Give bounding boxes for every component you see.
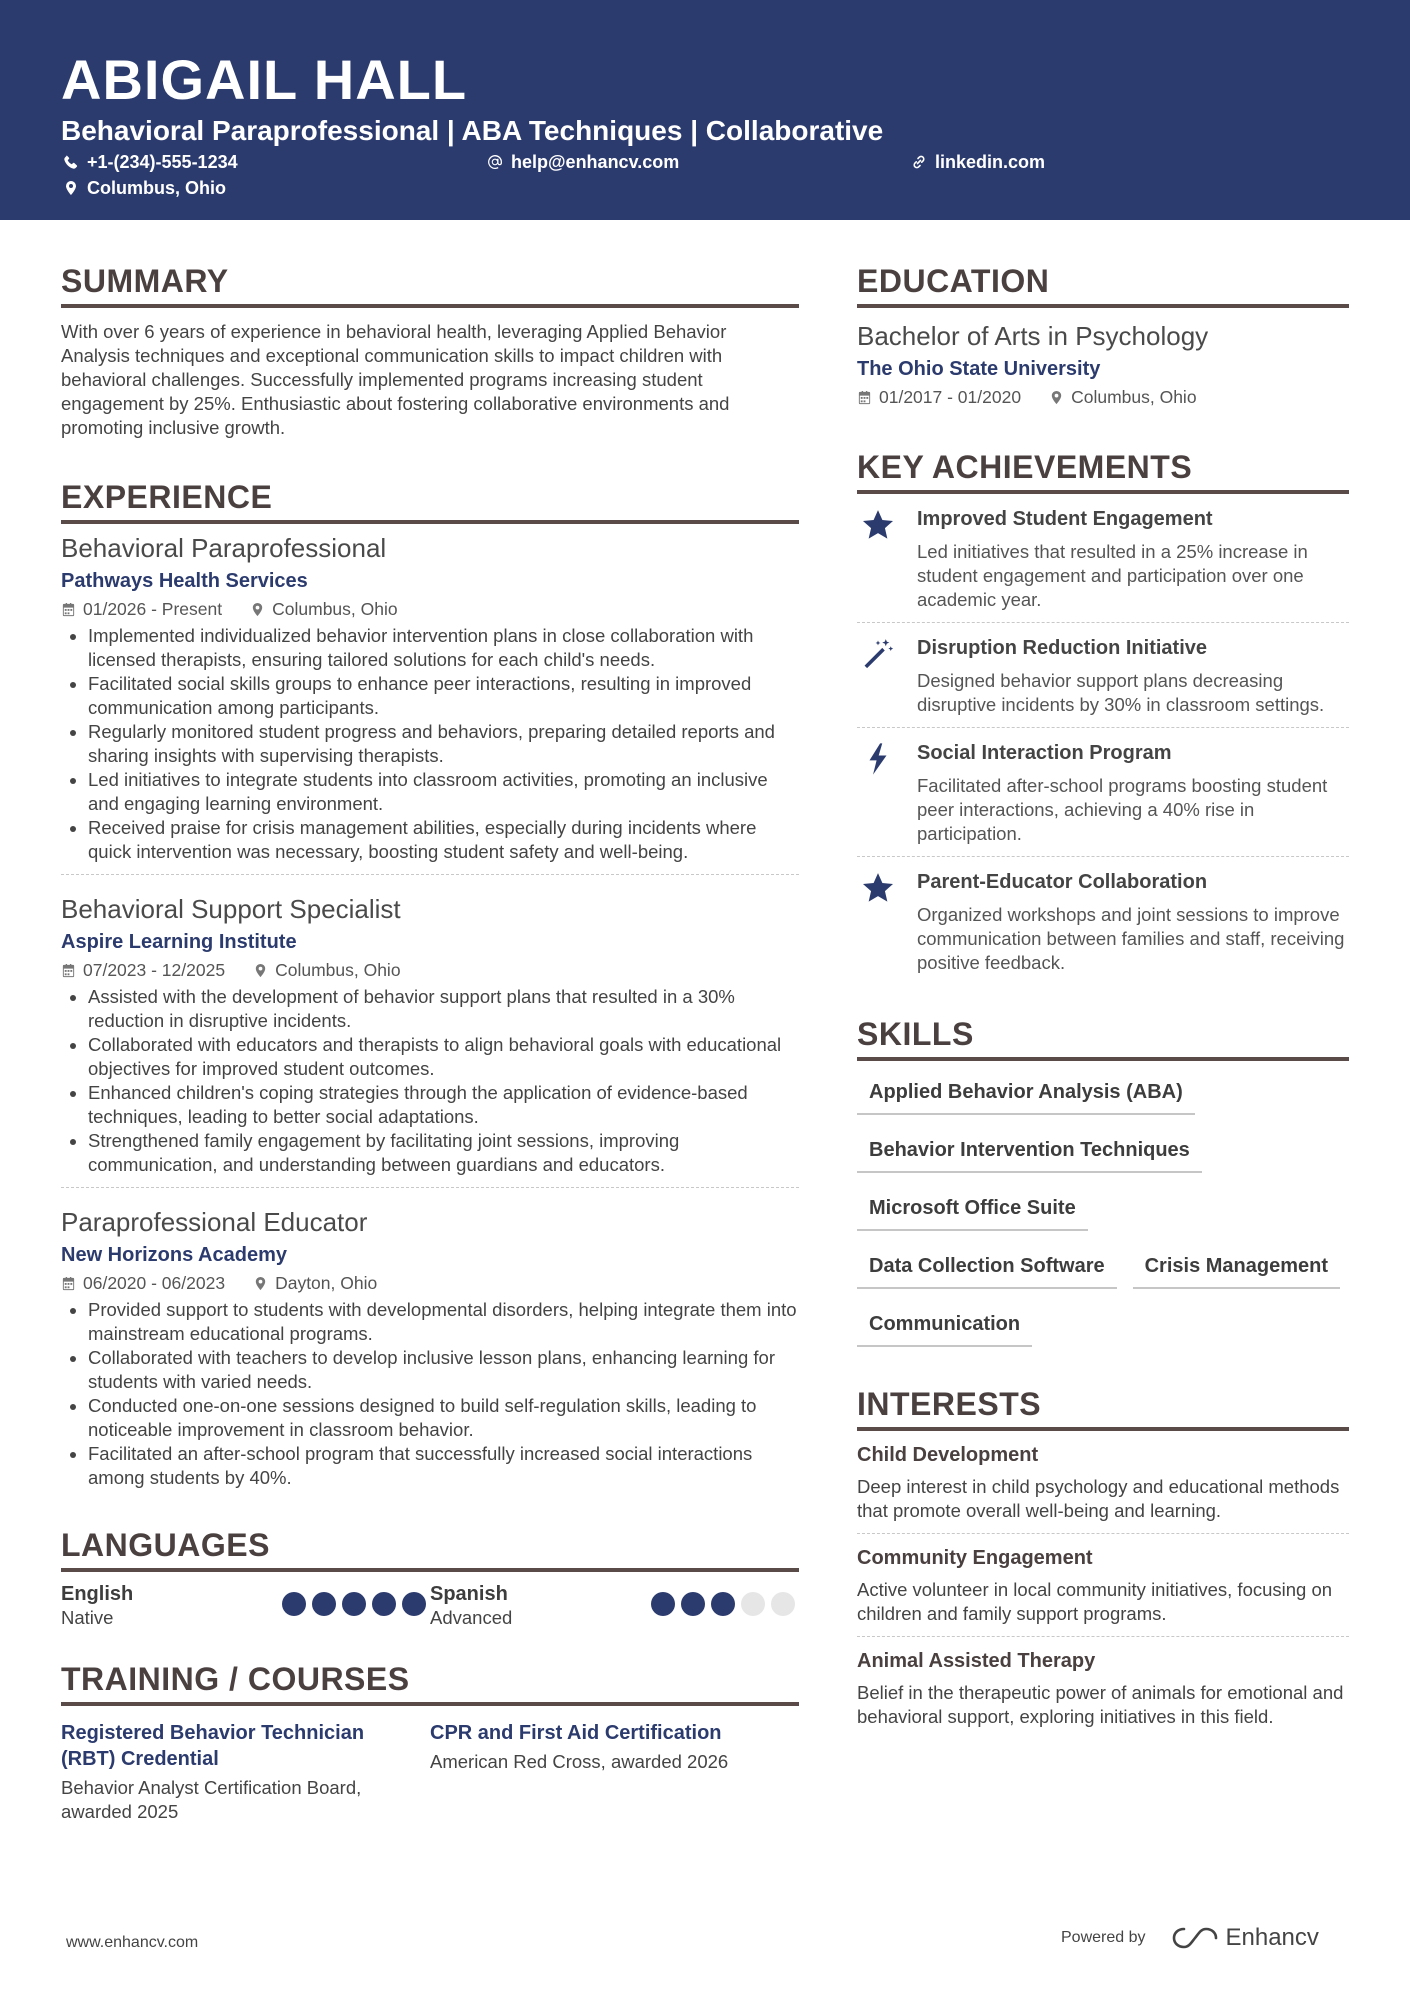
phone-icon [63,154,79,170]
calendar-icon [61,963,76,978]
achievement-item [857,622,1349,727]
achievements-heading: KEY ACHIEVEMENTS [857,446,1349,494]
contact-email[interactable] [487,151,679,173]
bullet-item: • Received praise for crisis management abilities, especially during incidents where quick intervention was necessary, boosting student safety and well-being. [88,816,799,864]
job-bullets [61,1298,799,1490]
bullet-item: • Implemented individualized behavior intervention plans in close collaboration with licensed therapists, ensuring tailored solutions for each child's needs. [88,624,799,672]
languages-heading: LANGUAGES [61,1524,799,1572]
school-name: The Ohio State University [857,358,1101,380]
rating-dot-empty [741,1592,765,1616]
bullet-item: • Facilitated an after-school program that successfully increased social interactions among students by 40%. [88,1442,799,1490]
languages-section [61,1524,799,1630]
achievement-desc: Designed behavior support plans decreasing disruptive incidents by 30% in classroom settings. [917,670,1325,715]
summary-heading: SUMMARY [61,260,799,308]
achievements-section [857,446,1349,985]
interests-heading: INTERESTS [857,1383,1349,1431]
course-item [61,1720,430,1824]
calendar-icon [857,390,872,405]
rating-dot-filled [282,1592,306,1616]
bullet-item: • Facilitated social skills groups to enhance peer interactions, resulting in improved communication among participants. [88,672,799,720]
achievement-desc: Facilitated after-school programs boosting student peer interactions, achieving a 40% rise in participation. [917,775,1328,844]
job-title: Paraprofessional Educator [61,1207,368,1237]
job-meta [61,959,799,981]
job-dates: 01/2026 - Present [83,599,223,619]
skill-tag: Applied Behavior Analysis (ABA) [857,1079,1195,1115]
summary-section [61,260,799,440]
star-icon [861,508,895,542]
location-pin-icon [1049,390,1064,405]
brand-name: Enhancv [1225,1924,1319,1951]
skill-tag: Microsoft Office Suite [857,1195,1088,1231]
job-location: Dayton, Ohio [275,1273,378,1293]
job-title: Behavioral Paraprofessional [61,533,387,563]
language-level: Advanced [430,1607,513,1628]
language-level: Native [61,1607,114,1628]
interest-title: Child Development [857,1444,1039,1466]
interest-item [857,1636,1349,1739]
job-meta [61,598,799,620]
bullet-item: • Collaborated with educators and therapists to align behavioral goals with educational objectives for improved student outcomes. [88,1033,799,1081]
language-rating [651,1592,795,1630]
powered-by-label: Powered by [1061,1929,1146,1946]
skill-tag: Data Collection Software [857,1253,1117,1289]
course-title: Registered Behavior Technician (RBT) Credential [61,1722,365,1770]
bullet-item: • Collaborated with teachers to develop inclusive lesson plans, enhancing learning for students with varied needs. [88,1346,799,1394]
interest-desc: Belief in the therapeutic power of animals for emotional and behavioral support, exploring initiatives in this field. [857,1682,1344,1727]
rating-dot-filled [651,1592,675,1616]
brand-logo[interactable] [1172,1924,1319,1952]
education-section [857,260,1349,408]
interest-desc: Active volunteer in local community initiatives, focusing on children and family support programs. [857,1579,1333,1624]
company-name: New Horizons Academy [61,1244,287,1266]
company-name: Pathways Health Services [61,570,308,592]
job-dates: 06/2020 - 06/2023 [83,1273,226,1293]
interest-item [857,1431,1349,1533]
language-rating [282,1592,426,1630]
achievement-title: Parent-Educator Collaboration [917,871,1208,893]
training-heading: TRAINING / COURSES [61,1658,799,1706]
job-title: Behavioral Support Specialist [61,894,401,924]
location-text: Columbus, Ohio [87,178,226,198]
experience-section [61,476,799,1500]
footer-branding [1061,1924,1319,1952]
bullet-item: • Regularly monitored student progress and behaviors, preparing detailed reports and sharing insights with supervising therapists. [88,720,799,768]
achievement-item [857,727,1349,856]
job-entry [61,532,799,874]
star-icon [861,871,895,905]
skills-section [857,1013,1349,1347]
course-desc: Behavior Analyst Certification Board, awarded 2025 [61,1777,362,1822]
email-text: help@enhancv.com [511,152,680,172]
summary-text: With over 6 years of experience in behavioral health, leveraging Applied Behavior Analysis techniques and exceptional communication skills to impact children with behavioral challenges. Successfully implemented programs increasing student engagement by 25%. Enthusiastic about fostering collaborative environments and promoting inclusive growth. [61,321,730,438]
enhancv-logo-icon [1172,1925,1218,1951]
course-desc: American Red Cross, awarded 2026 [430,1751,729,1772]
bullet-item: • Led initiatives to integrate students into classroom activities, promoting an inclusive and engaging learning environment. [88,768,799,816]
achievement-title: Disruption Reduction Initiative [917,637,1208,659]
bullet-item: • Provided support to students with developmental disorders, helping integrate them into mainstream educational programs. [88,1298,799,1346]
location-pin-icon [253,963,268,978]
bullet-item: • Conducted one-on-one sessions designed to build self-regulation skills, leading to noticeable improvement in classroom behavior. [88,1394,799,1442]
training-section [61,1658,799,1824]
language-name: Spanish [430,1583,508,1605]
job-location: Columbus, Ohio [275,960,401,980]
interests-section [857,1383,1349,1739]
skill-tag: Crisis Management [1133,1253,1340,1289]
rating-dot-filled [372,1592,396,1616]
degree: Bachelor of Arts in Psychology [857,321,1209,351]
candidate-name: ABIGAIL HALL [61,48,468,111]
rating-dot-filled [711,1592,735,1616]
magic-wand-icon [861,637,895,671]
education-location: Columbus, Ohio [1071,387,1197,407]
contact-linkedin[interactable] [911,151,1045,173]
rating-dot-filled [681,1592,705,1616]
achievement-desc: Organized workshops and joint sessions to improve communication between families and staff, receiving positive feedback. [917,904,1345,973]
right-column [857,260,1349,1739]
language-item [430,1582,799,1630]
calendar-icon [61,1276,76,1291]
education-heading: EDUCATION [857,260,1349,308]
rating-dot-empty [771,1592,795,1616]
experience-heading: EXPERIENCE [61,476,799,524]
company-name: Aspire Learning Institute [61,931,297,953]
contact-phone[interactable] [63,151,238,173]
rating-dot-filled [402,1592,426,1616]
job-bullets [61,985,799,1177]
resume-header [0,0,1410,220]
achievement-title: Improved Student Engagement [917,508,1213,530]
interest-title: Community Engagement [857,1547,1093,1569]
skill-tag: Behavior Intervention Techniques [857,1137,1202,1173]
course-title: CPR and First Aid Certification [430,1722,722,1744]
bullet-item: • Strengthened family engagement by facilitating joint sessions, improving communication, and understanding between guardians and educators. [88,1129,799,1177]
interest-item [857,1533,1349,1636]
location-pin-icon [63,180,79,196]
at-icon [487,154,503,170]
job-dates: 07/2023 - 12/2025 [83,960,226,980]
job-bullets [61,624,799,864]
location-pin-icon [250,602,265,617]
location-pin-icon [253,1276,268,1291]
education-meta [857,386,1349,408]
job-location: Columbus, Ohio [272,599,398,619]
achievement-item [857,494,1349,622]
course-item [430,1720,799,1824]
job-entry [61,1187,799,1500]
headline: Behavioral Paraprofessional | ABA Techniques | Collaborative [61,115,884,146]
achievement-title: Social Interaction Program [917,742,1172,764]
skills-heading: SKILLS [857,1013,1349,1061]
achievement-item [857,856,1349,985]
interest-desc: Deep interest in child psychology and educational methods that promote overall well-being and learning. [857,1476,1340,1521]
linkedin-text: linkedin.com [935,152,1046,172]
rating-dot-filled [342,1592,366,1616]
job-entry [61,874,799,1187]
bullet-item: • Assisted with the development of behavior support plans that resulted in a 30% reduction in disruptive incidents. [88,985,799,1033]
left-column [61,260,799,1824]
language-name: English [61,1583,134,1605]
calendar-icon [61,602,76,617]
skill-tag: Communication [857,1311,1032,1347]
interest-title: Animal Assisted Therapy [857,1650,1096,1672]
language-item [61,1582,430,1630]
lightning-icon [861,742,895,776]
rating-dot-filled [312,1592,336,1616]
job-meta [61,1272,799,1294]
education-dates: 01/2017 - 01/2020 [879,387,1022,407]
footer-website[interactable]: www.enhancv.com [66,1934,199,1951]
achievement-desc: Led initiatives that resulted in a 25% increase in student engagement and participation over one academic year. [917,541,1308,610]
phone-text: +1-(234)-555-1234 [87,152,238,172]
bullet-item: • Enhanced children's coping strategies through the application of evidence-based techniques, leading to better social adaptations. [88,1081,799,1129]
contact-location [63,177,226,199]
link-icon [911,154,927,170]
